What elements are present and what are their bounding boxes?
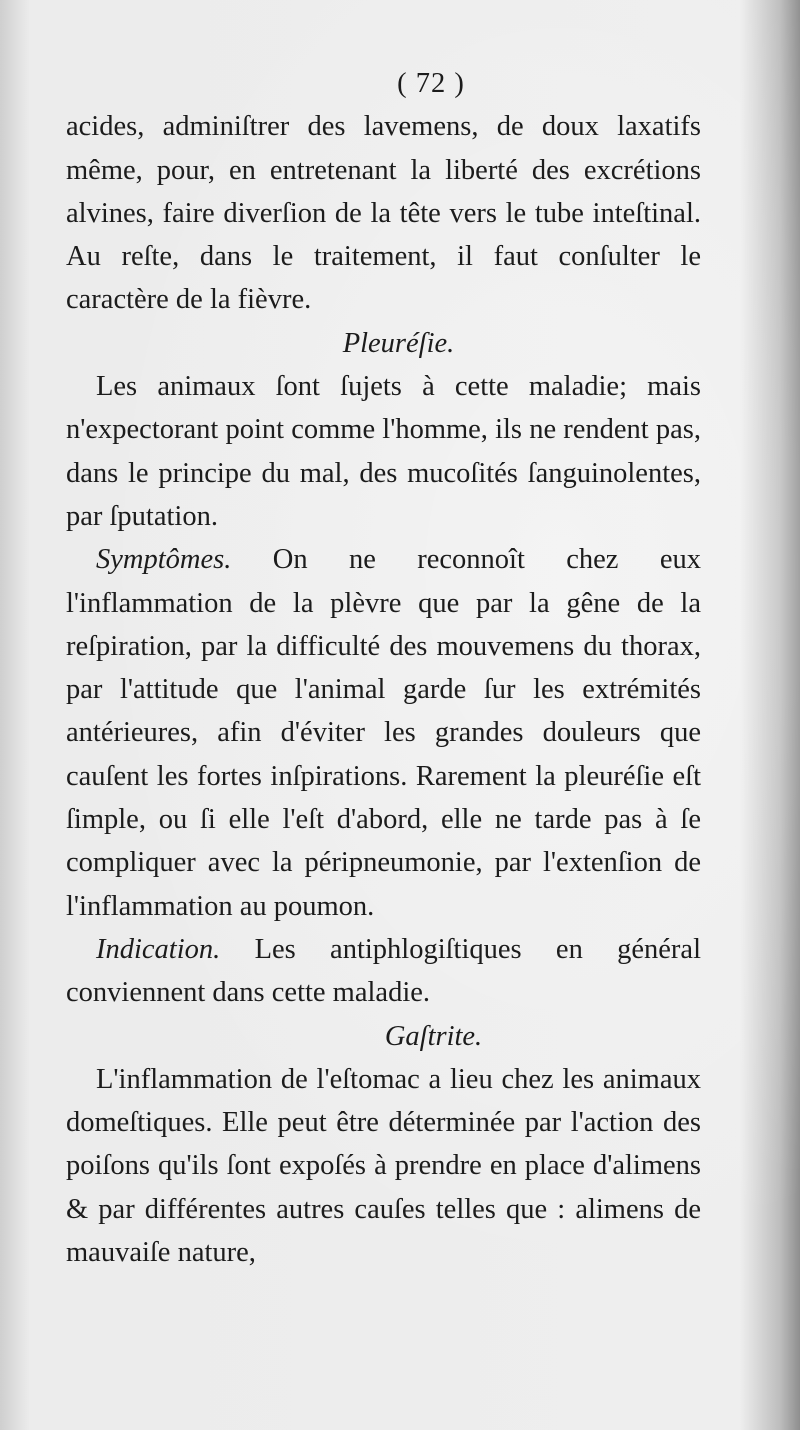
symptomes-text: On ne reconnoît chez eux l'inflammation de la plèvre que par la gêne de la reſpiration, par la difficulté des mouvemens du thorax, par l'attitude que l'animal garde ſur les extrémités antérieures, afin d'éviter les grandes douleurs que cauſent les fortes inſpirations. Rarement la pleuréſie eſt ſimple, ou ſi elle l'eſt d'abord, elle ne tarde pas à ſe compliquer avec la péripneumonie, par l'extenſion de l'inflammation au poumon. [66, 544, 701, 922]
page-number: ( 72 ) [397, 68, 465, 99]
paragraph-gastrite-intro: L'inflammation de l'eſtomac a lieu chez les animaux domeſtiques. Elle peut être déterminée par l'action des poiſons qu'ils ſont expoſés à prendre en place d'alimens & par différentes autres cauſes telles que : alimens de mauvaiſe nature, [66, 1063, 701, 1269]
section-heading-gastrite: Gaſtrite. [384, 1020, 483, 1052]
paragraph-symptomes [66, 538, 701, 928]
section-heading-pleuresie: Pleuréſie. [342, 327, 455, 359]
paragraph-pleuresie-intro: Les animaux ſont ſujets à cette maladie; mais n'expectorant point comme l'homme, ils ne rendent pas, dans le principe du mal, des mucoſités ſanguinolentes, par ſputation. [66, 371, 701, 532]
symptomes-lead: Symptômes. [96, 544, 232, 576]
indication-lead: Indication. [96, 933, 221, 965]
paragraph-indication [66, 928, 701, 1015]
paragraph-continued: acides, adminiſtrer des lavemens, de doux laxatifs même, pour, en entretenant la liberté des excrétions alvines, faire diverſion de la tête vers le tube inteſtinal. Au reſte, dans le traitement, il faut conſulter le caractère de la fièvre. [66, 111, 701, 316]
page-text-block [66, 62, 701, 1274]
indication-text: Les antiphlogiſtiques en général conviennent dans cette maladie. [66, 933, 701, 1009]
